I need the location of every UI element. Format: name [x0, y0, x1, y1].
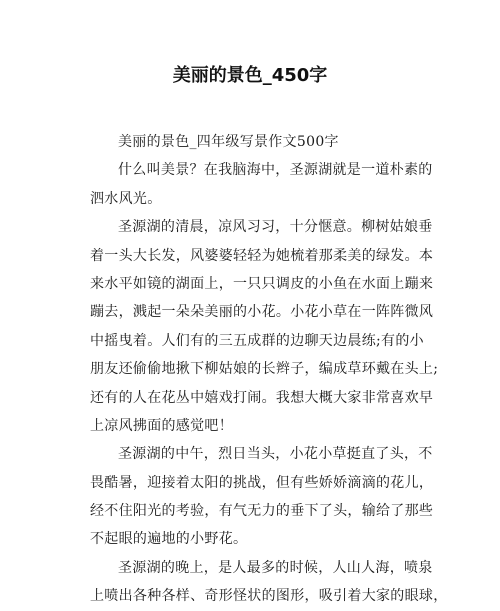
paragraph-line: 蹦去，溅起一朵朵美丽的小花。小花小草在一阵阵微风	[90, 304, 434, 321]
paragraph-line: 圣源湖的晚上，是人最多的时候，人山人海，喷泉	[118, 559, 433, 576]
paragraph-line: 经不住阳光的考验，有气无力的垂下了头，输给了那些	[90, 503, 434, 520]
paragraph-line: 朋友还偷偷地揪下柳姑娘的长辫子，编成草环戴在头上;	[90, 361, 439, 378]
paragraph-line: 泗水风光。	[90, 190, 162, 207]
paragraph-line: 中摇曳着。人们有的三五成群的边聊天边晨练;有的小	[90, 332, 424, 349]
paragraph-line: 来水平如镜的湖面上，一只只调皮的小鱼在水面上蹦来	[90, 275, 434, 292]
document-body	[90, 128, 448, 611]
paragraph-line: 圣源湖的清晨，凉风习习，十分惬意。柳树姑娘垂	[118, 219, 433, 236]
paragraph-line: 着一头大长发，风婆婆轻轻为她梳着那柔美的绿发。本	[90, 247, 434, 264]
paragraph-line: 什么叫美景？在我脑海中，圣源湖就是一道朴素的	[118, 162, 433, 179]
subtitle-line: 美丽的景色_四年级写景作文500字	[118, 134, 339, 150]
paragraph-line: 上凉风拂面的感觉吧！	[90, 417, 233, 434]
paragraph-line: 还有的人在花丛中嬉戏打闹。我想大概大家非常喜欢早	[90, 389, 434, 406]
paragraph-line: 上喷出各种各样、奇形怪状的图形，吸引着大家的眼球，	[90, 588, 448, 605]
paragraph-line: 不起眼的遍地的小野花。	[90, 531, 248, 548]
paragraph-line: 畏酷暑，迎接着太阳的挑战，但有些娇娇滴滴的花儿，	[90, 474, 434, 491]
paragraph-line: 圣源湖的中午，烈日当头，小花小草挺直了头，不	[118, 446, 433, 463]
document-title: 美丽的景色_450字	[172, 65, 328, 86]
